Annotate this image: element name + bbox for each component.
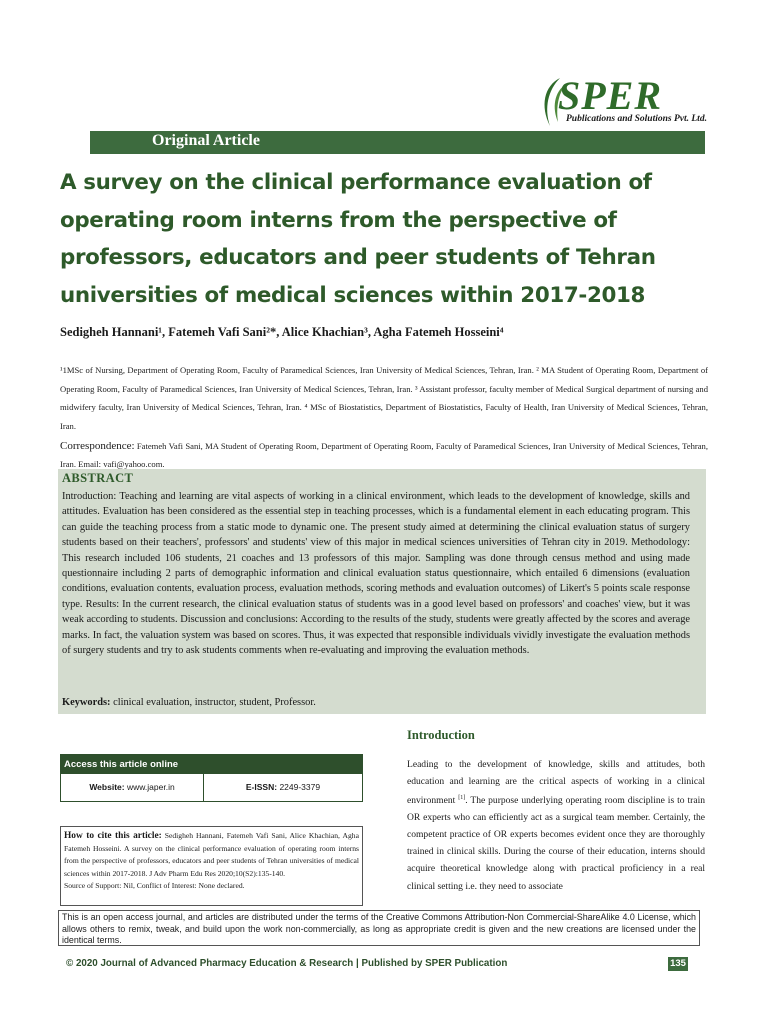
correspondence-label: Correspondence: (60, 440, 135, 452)
keywords-label: Keywords: (62, 697, 111, 708)
article-type-label: Original Article (152, 132, 260, 149)
keywords-text: clinical evaluation, instructor, student, Professor. (113, 697, 316, 708)
website-label: Website: (89, 782, 125, 792)
access-heading: Access this article online (61, 755, 362, 774)
article-title: A survey on the clinical performance evaluation of operating room interns from the perspective of professors, educators and peer students of Tehran universities of medical sciences within 2017-2018 (60, 170, 656, 308)
logo-wordmark: SPER (558, 73, 663, 118)
affiliations: ¹1MSc of Nursing, Department of Operating Room, Faculty of Paramedical Sciences, Iran University of Medical Sciences, Tehran, Iran. ² MA Student of Operating Room, Department of Operating Room, Faculty of Paramedical Sciences, Iran University of Medical Sciences, Tehran, Iran. ³ Assistant professor, faculty member of Medical Surgical department of nursing and midwifery faculty, Iran University of Medical Sciences, Tehran, Iran. ⁴ MSc of Biostatistics, Department of Biostatistics, Faculty of Health, Iran University of Medical Sciences, Tehran, Iran. (60, 365, 708, 431)
introduction-heading: Introduction (407, 728, 475, 742)
eissn-label: E-ISSN: (245, 782, 278, 792)
website-link[interactable]: www.japer.in (126, 782, 175, 792)
banner-notch (60, 131, 90, 154)
abstract-text: Introduction: Teaching and learning are vital aspects of working in a clinical environment, which leads to the development of knowledge, skills and attitudes. Evaluation has been considered as the essential step in teaching processes, which is a fundamental element in each educating program. This can guide the teaching process from a static mode to dynamic one. The present study aimed at determining the clinical evaluation status of surgery students based on their teachers', professors' and students' view of this major in medical sciences universities of Tehran city in 2019. Methodology: This research included 106 students, 21 coaches and 13 professors of this major. Sampling was done through census method and using made questionnaire including 2 parts of demographic information and clinical evaluation status questionnaire, which entailed 6 dimensions (evaluation conditions, evaluation contents, evaluation process, evaluation methods, scoring methods and evaluation outcomes) of Likert's 5 points scale response type. Results: In the current research, the clinical evaluation status of students was in a good level based on professors' and coaches' view, but it was weak according to students. Discussion and conclusions: According to the results of the study, students were greatly affected by the scores and average marks. In fact, the valuation system was based on scores. Thus, it was expected that responsible individuals vividly investigate the evaluation methods of surgery students and try to ask students comments when re-evaluating and improving the evaluation methods. (62, 491, 690, 657)
publisher-logo (538, 74, 708, 132)
intro-text-part1: Leading to the development of knowledge, skills and attitudes, both education and learning are the critical aspects of working in a clinical environment (407, 759, 705, 807)
correspondence-text: Fatemeh Vafi Sani, MA Student of Operating Room, Department of Operating Room, Faculty of Paramedical Sciences, Iran University of Medical Sciences, Tehran, Iran. Email: vafi@yahoo.com. (60, 441, 708, 469)
intro-text-part2: . The purpose underlying operating room discipline is to train OR experts who can efficiently act as a surgical team member. Certainly, the competent practice of OR experts becomes evident once they are thoroughly trained in clinical skills. During the course of their education, interns should acquire theoretical knowledge along with practical proficiency in a real clinical setting i.e. they need to associate (407, 795, 705, 892)
how-to-cite-box (60, 826, 363, 906)
cite-label: How to cite this article: (64, 831, 162, 841)
cite-text: Sedigheh Hannani, Fatemeh Vafi Sani, Alice Khachian, Agha Fatemeh Hosseini. A survey on the clinical performance evaluation of operating room interns from the perspective of professors, educators and peer students of Tehran universities of medical sciences within 2017-2018. J Adv Pharm Edu Res 2020;10(S2):135-140. (64, 831, 359, 878)
journal-footer: © 2020 Journal of Advanced Pharmacy Education & Research | Published by SPER Publication (66, 958, 508, 969)
page-number: 135 (668, 957, 688, 971)
website-cell (61, 774, 203, 801)
eissn-value: 2249-3379 (279, 782, 321, 792)
logo-subtitle: Publications and Solutions Pvt. Ltd. (566, 114, 707, 124)
keywords (62, 695, 690, 710)
access-online-box (60, 754, 363, 802)
reference-marker[interactable]: [1] (458, 795, 466, 802)
correspondence (60, 437, 708, 473)
eissn-cell (204, 774, 362, 801)
support-statement: Source of Support: Nil, Conflict of Interest: None declared. (64, 881, 245, 891)
abstract-heading: ABSTRACT (62, 471, 134, 485)
license-notice: This is an open access journal, and articles are distributed under the terms of the Creative Commons Attribution-Non Commercial-ShareAlike 4.0 License, which allows others to remix, tweak, and build upon the work non-commercially, as long as appropriate credit is given and the new creations are licensed under the identical terms. (58, 910, 700, 946)
introduction-text (407, 756, 705, 895)
author-list: Sedigheh Hannani¹, Fatemeh Vafi Sani²*, Alice Khachian³, Agha Fatemeh Hosseini⁴ (60, 325, 504, 339)
